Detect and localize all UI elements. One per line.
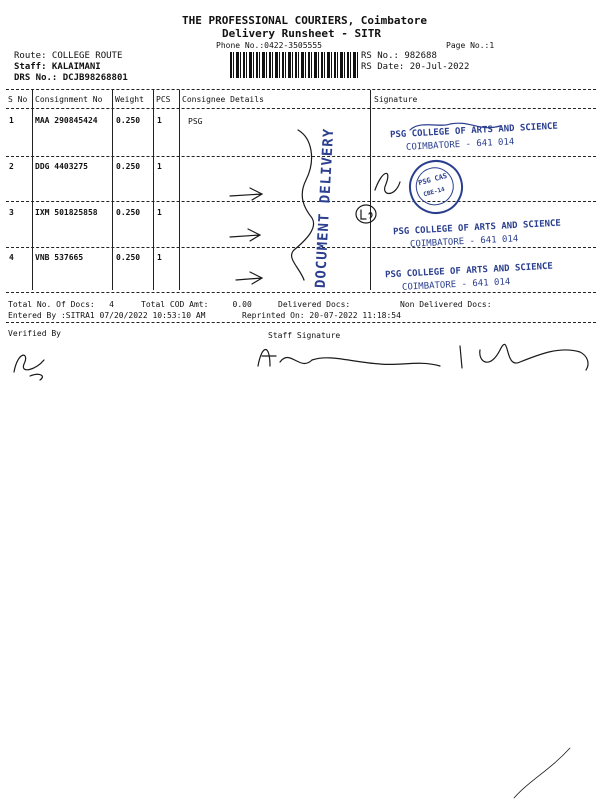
document-delivery-stamp: DOCUMENT DELIVERY	[312, 127, 338, 289]
rs-number: RS No.: 982688	[361, 51, 437, 61]
round-seal-top: PSG CAS	[417, 171, 449, 188]
footer-rule	[6, 322, 596, 323]
verified-by-signature	[14, 355, 44, 380]
receiver-signature	[375, 173, 400, 193]
row-arrow-mark	[236, 272, 262, 284]
row-consignee: PSG	[188, 117, 203, 126]
row-sno: 2	[9, 162, 14, 171]
ink-mark	[514, 748, 570, 798]
row-pcs: 1	[157, 116, 162, 125]
total-docs: Total No. Of Docs: 4	[8, 300, 114, 309]
round-seal-bottom: CBE-14	[422, 185, 446, 199]
col-header-weight: Weight	[115, 95, 144, 104]
rs-date: RS Date: 20-Jul-2022	[361, 62, 470, 72]
row-pcs: 1	[157, 208, 162, 217]
college-stamp-name: PSG COLLEGE OF ARTS AND SCIENCE	[392, 218, 562, 238]
row-consignment: IXM 501825858	[35, 208, 98, 217]
row-weight: 0.250	[116, 208, 141, 217]
verified-by-label: Verified By	[8, 329, 61, 338]
col-header-pcs: PCS	[156, 95, 171, 104]
document-title: Delivery Runsheet - SITR	[222, 27, 381, 40]
college-stamp-city: COIMBATORE - 641 014	[405, 137, 515, 153]
row-arrow-mark	[230, 188, 262, 200]
total-cod: Total COD Amt: 0.00	[141, 300, 252, 309]
staff-signature-label: Staff Signature	[268, 331, 341, 340]
non-delivered-docs: Non Delivered Docs:	[400, 300, 492, 309]
company-name: THE PROFESSIONAL COURIERS, Coimbatore	[182, 14, 428, 27]
row-consignment: MAA 290845424	[35, 116, 98, 125]
col-header-signature: Signature	[374, 95, 418, 104]
reprinted-on: Reprinted On: 20-07-2022 11:18:54	[242, 311, 401, 320]
row-sno: 4	[9, 253, 14, 262]
col-header-consignment: Consignment No	[35, 95, 103, 104]
staff-label: Staff: KALAIMANI	[14, 62, 101, 72]
row-pcs: 1	[157, 162, 162, 171]
col-header-sno: S No	[8, 95, 28, 104]
drs-number: DRS No.: DCJB98268801	[14, 73, 128, 83]
receiver-signature	[410, 123, 500, 130]
page-number: Page No.:1	[446, 41, 495, 50]
route-label: Route: COLLEGE ROUTE	[14, 51, 123, 61]
college-stamp-city: COIMBATORE - 641 014	[401, 277, 511, 293]
staff-signature	[258, 344, 588, 370]
row-weight: 0.250	[116, 116, 141, 125]
phone-number: Phone No.:0422-3505555	[216, 41, 322, 50]
row-weight: 0.250	[116, 162, 141, 171]
row-weight: 0.250	[116, 253, 141, 262]
row-arrow-mark	[230, 229, 260, 241]
delivered-docs: Delivered Docs:	[278, 300, 351, 309]
bracket-scribble	[292, 130, 314, 280]
entered-by: Entered By :SITRA1 07/20/2022 10:53:10 AM	[8, 311, 206, 320]
college-stamp-city: COIMBATORE - 641 014	[409, 234, 519, 250]
col-header-consignee: Consignee Details	[182, 95, 264, 104]
row-sno: 3	[9, 208, 14, 217]
row-consignment: DDG 4403275	[35, 162, 88, 171]
row-pcs: 1	[157, 253, 162, 262]
row-sno: 1	[9, 116, 14, 125]
circled-mark	[356, 205, 376, 223]
college-stamp-name: PSG COLLEGE OF ARTS AND SCIENCE	[384, 261, 554, 281]
college-stamp-name: PSG COLLEGE OF ARTS AND SCIENCE	[389, 121, 559, 141]
row-consignment: VNB 537665	[35, 253, 84, 262]
